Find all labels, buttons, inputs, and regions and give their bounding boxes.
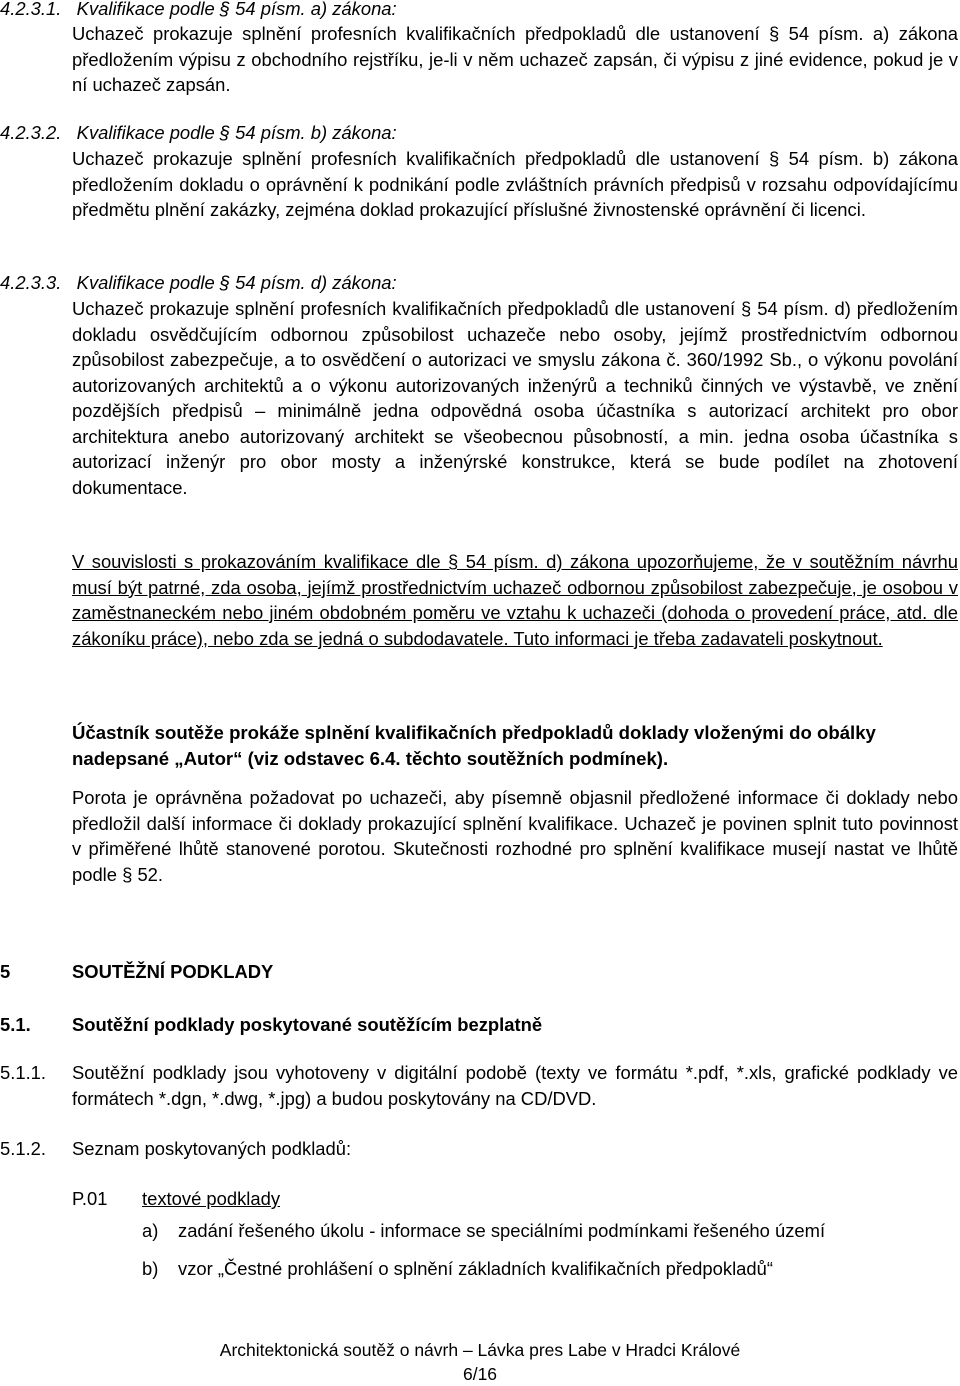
section-title-5-1: Soutěžní podklady poskytované soutěžícím bezplatně: [72, 1014, 543, 1035]
item-code: P.01: [72, 1188, 108, 1209]
page-number: 6/16: [462, 1364, 498, 1384]
list-item-label: b): [142, 1258, 159, 1279]
list-item-label: a): [142, 1220, 159, 1241]
porota-paragraph: Porota je oprávněna požadovat po uchazeči, aby písemně objasnil předložené informace či doklady nebo předložil další informace či doklady prokazující splnění kvalifikace. Uchazeč je povinen splnit tuto povinnost v přiměřené lhůtě stanovené porotou. Skutečnosti rozhodné pro splnění kvalifikace musejí nastat ve lhůtě podle § 52.: [72, 787, 958, 885]
list-item-text: vzor „Čestné prohlášení o splnění základních kvalifikačních předpokladů“: [178, 1258, 773, 1279]
item-title: textové podklady: [142, 1188, 281, 1209]
chapter-title: SOUTĚŽNÍ PODKLADY: [72, 961, 274, 982]
footer-title: Architektonická soutěž o návrh – Lávka pres Labe v Hradci Králové: [219, 1340, 741, 1360]
section-text-4-2-3-1: Uchazeč prokazuje splnění profesních kvalifikačních předpokladů dle ustanovení § 54 písm. a) zákona předložením výpisu z obchodního rejstříku, je-li v něm uchazeč zapsán, či výpisu z jiné evidence, pokud je v ní uchazeč zapsán.: [72, 23, 958, 95]
section-number-5-1-1: 5.1.1.: [0, 1062, 47, 1083]
chapter-number: 5: [0, 961, 11, 982]
section-text-4-2-3-3: Uchazeč prokazuje splnění profesních kvalifikačních předpokladů dle ustanovení § 54 písm. d) předložením dokladu osvědčujícím odbornou způsobilost uchazeče nebo osoby, jejímž prostřednictvím odbornou způsobilost zabezpečuje, a to osvědčení o autorizaci ve smyslu zákona č. 360/1992 Sb., o výkonu povolání autorizovaných architektů a o výkonu autorizovaných inženýrů a techniků činných ve výstavbě, ve znění pozdějších předpisů – minimálně jedna odpovědná osoba účastníka s autorizací architekt pro obor architektura anebo autorizovaný architekt se všeobecnou působností, a min. jedna osoba účastníka s autorizací inženýr pro obor mosty a inženýrské konstrukce, která se bude podílet na zhotovení dokumentace.: [72, 298, 958, 498]
bold-paragraph: Účastník soutěže prokáže splnění kvalifikačních předpokladů doklady vloženými do obálky nadepsané „Autor“ (viz odstavec 6.4. těchto soutěžních podmínek).: [72, 722, 876, 769]
section-heading-4-2-3-2: 4.2.3.2. Kvalifikace podle § 54 písm. b) zákona:: [0, 122, 397, 143]
section-text-4-2-3-2: Uchazeč prokazuje splnění profesních kvalifikačních předpokladů dle ustanovení § 54 písm. b) zákona předložením dokladu o oprávnění k podnikání podle zvláštních právních předpisů v rozsahu odpovídajícímu předmětu plnění zakázky, zejména doklad prokazující příslušné živnostenské oprávnění či licenci.: [72, 148, 958, 220]
section-text-5-1-1: Soutěžní podklady jsou vyhotoveny v digitální podobě (texty ve formátu *.pdf, *.xls, grafické podklady ve formátech *.dgn, *.dwg, *.jpg) a budou poskytovány na CD/DVD.: [72, 1062, 958, 1109]
section-text-5-1-2: Seznam poskytovaných podkladů:: [72, 1138, 352, 1159]
section-number-5-1: 5.1.: [0, 1014, 31, 1035]
list-item-text: zadání řešeného úkolu - informace se speciálními podmínkami řešeného území: [178, 1220, 826, 1241]
qualification-notice: V souvislosti s prokazováním kvalifikace dle § 54 písm. d) zákona upozorňujeme, že v soutěžním návrhu musí být patrné, zda osoba, jejímž prostřednictvím uchazeč odbornou způsobilost zabezpečuje, je osobou v zaměstnaneckém nebo jiném obdobném poměru ve vztahu k uchazeči (dohoda o provedení práce, atd. dle zákoníku práce), nebo zda se jedná o subdodavatele. Tuto informaci je třeba zadavateli poskytnout.: [72, 551, 958, 649]
section-heading-4-2-3-3: 4.2.3.3. Kvalifikace podle § 54 písm. d) zákona:: [0, 272, 397, 293]
section-heading-4-2-3-1: 4.2.3.1. Kvalifikace podle § 54 písm. a) zákona:: [0, 0, 397, 19]
section-number-5-1-2: 5.1.2.: [0, 1138, 47, 1159]
